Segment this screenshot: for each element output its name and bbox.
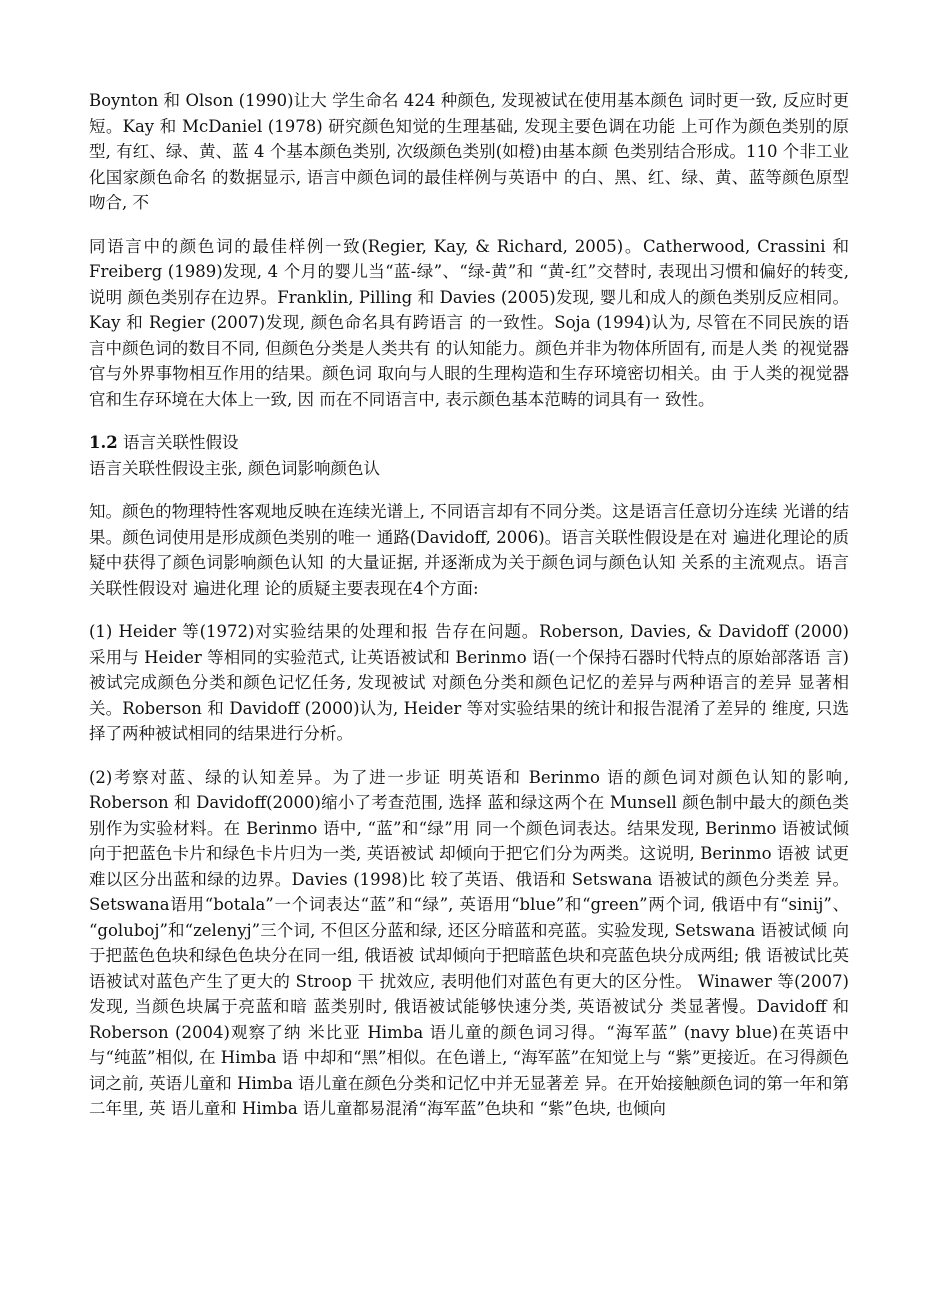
paragraph-color-consistency: 同语言中的颜色词的最佳样例一致(Regier, Kay, & Richard, 2005)。Catherwood, Crassini 和 Freiberg (1989)发现, 4 个月的婴儿当“蓝-绿”、“绿-黄”和 “黄-红”交替时, 表现出习惯和偏好的转变, 说明 颜色类别存在边界。Franklin, Pilling 和 Davies (2005)发现, 婴儿和成人的颜色类别反应相同。 Kay 和 Regier (2007)发现, 颜色命名具有跨语言 的一致性。Soja (1994)认为, 尽管在不同民族的语 言中颜色词的数目不同, 但颜色分类是人类共有 的认知能力。颜色并非为物体所固有, 而是人类 的视觉器官与外界事物相互作用的结果。颜色词 取向与人眼的生理构造和生存环境密切相关。由 于人类的视觉器官和生存环境在大体上一致, 因 而在不同语言中, 表示颜色基本范畴的词具有一 致性。 (89, 236, 849, 409)
paragraph-point-2: (2)考察对蓝、绿的认知差异。为了进一步证 明英语和 Berinmo 语的颜色词对颜色认知的影响, Roberson 和 Davidoff(2000)缩小了考查范围, 选择 蓝和绿这两个在 Munsell 颜色制中最大的颜色类 别作为实验材料。在 Berinmo 语中, “蓝”和“绿”用 同一个颜色词表达。结果发现, Berinmo 语被试倾 向于把蓝色卡片和绿色卡片归为一类, 英语被试 却倾向于把它们分为两类。这说明, Berinmo 语被 试更难以区分出蓝和绿的边界。Davies (1998)比 较了英语、俄语和 Setswana 语被试的颜色分类差 异。Setswana语用“botala”一个词表达“蓝”和“绿”, 英语用“blue”和“green”两个词, 俄语中有“sinij”、 “goluboj”和“zelenyj”三个词, 不但区分蓝和绿, 还区分暗蓝和亮蓝。实验发现, Setswana 语被试倾 向于把蓝色色块和绿色色块分在同一组, 俄语被 试却倾向于把暗蓝色块和亮蓝色块分成两组; 俄 语被试比英语被试对蓝色产生了更大的 Stroop 干 扰效应, 表明他们对蓝色有更大的区分性。 Winawer 等(2007)发现, 当颜色块属于亮蓝和暗 蓝类别时, 俄语被试能够快速分类, 英语被试分 类显著慢。Davidoff 和 Roberson (2004)观察了纳 米比亚 Himba 语儿童的颜色词习得。“海军蓝” (navy blue)在英语中与“纯蓝”相似, 在 Himba 语 中却和“黑”相似。在色谱上, “海军蓝”在知觉上与 “紫”更接近。在习得颜色词之前, 英语儿童和 Himba 语儿童在颜色分类和记忆中并无显著差 异。在开始接触颜色词的第一年和第二年里, 英 语儿童和 Himba 语儿童都易混淆“海军蓝”色块和 “紫”色块, 也倾向 (89, 767, 849, 1118)
section-lead-line: 语言关联性假设主张, 颜色词影响颜色认 (89, 458, 380, 478)
document-page (89, 88, 849, 1140)
paragraph-point-1: (1) Heider 等(1972)对实验结果的处理和报 告存在问题。Roberson, Davies, & Davidoff (2000) 采用与 Heider 等相同的实验范式, 让英语被试和 Berinmo 语(一个保持石器时代特点的原始部落语 言)被试完成颜色分类和颜色记忆任务, 发现被试 对颜色分类和颜色记忆的差异与两种语言的差异 显著相关。Roberson 和 Davidoff (2000)认为, Heider 等对实验结果的统计和报告混淆了差异的 维度, 只选择了两种被试相同的结果进行分析。 (89, 622, 849, 743)
section-title: 语言关联性假设 (122, 433, 239, 452)
paragraph-relativity-intro: 知。颜色的物理特性客观地反映在连续光谱上, 不同语言却有不同分类。这是语言任意切分连续 光谱的结果。颜色词使用是形成颜色类别的唯一 通路(Davidoff, 2006)。语言关联性假设是在对 遍进化理论的质疑中获得了颜色词影响颜色认知 的大量证据, 并逐渐成为关于颜色词与颜色认知 关系的主流观点。语言关联性假设对 遍进化理 论的质疑主要表现在4个方面: (89, 502, 849, 598)
section-heading (89, 430, 849, 456)
section-number: 1.2 (89, 433, 118, 452)
paragraph-color-universals: Boynton 和 Olson (1990)让大 学生命名 424 种颜色, 发现被试在使用基本颜色 词时更一致, 反应时更短。Kay 和 McDaniel (1978) 研究颜色知觉的生理基础, 发现主要色调在功能 上可作为颜色类别的原型, 有红、绿、黄、蓝 4 个基本颜色类别, 次级颜色类别(如橙)由基本颜 色类别结合形成。110 个非工业化国家颜色命名 的数据显示, 语言中颜色词的最佳样例与英语中 的白、黑、红、绿、黄、蓝等颜色原型吻合, 不 (89, 91, 849, 212)
